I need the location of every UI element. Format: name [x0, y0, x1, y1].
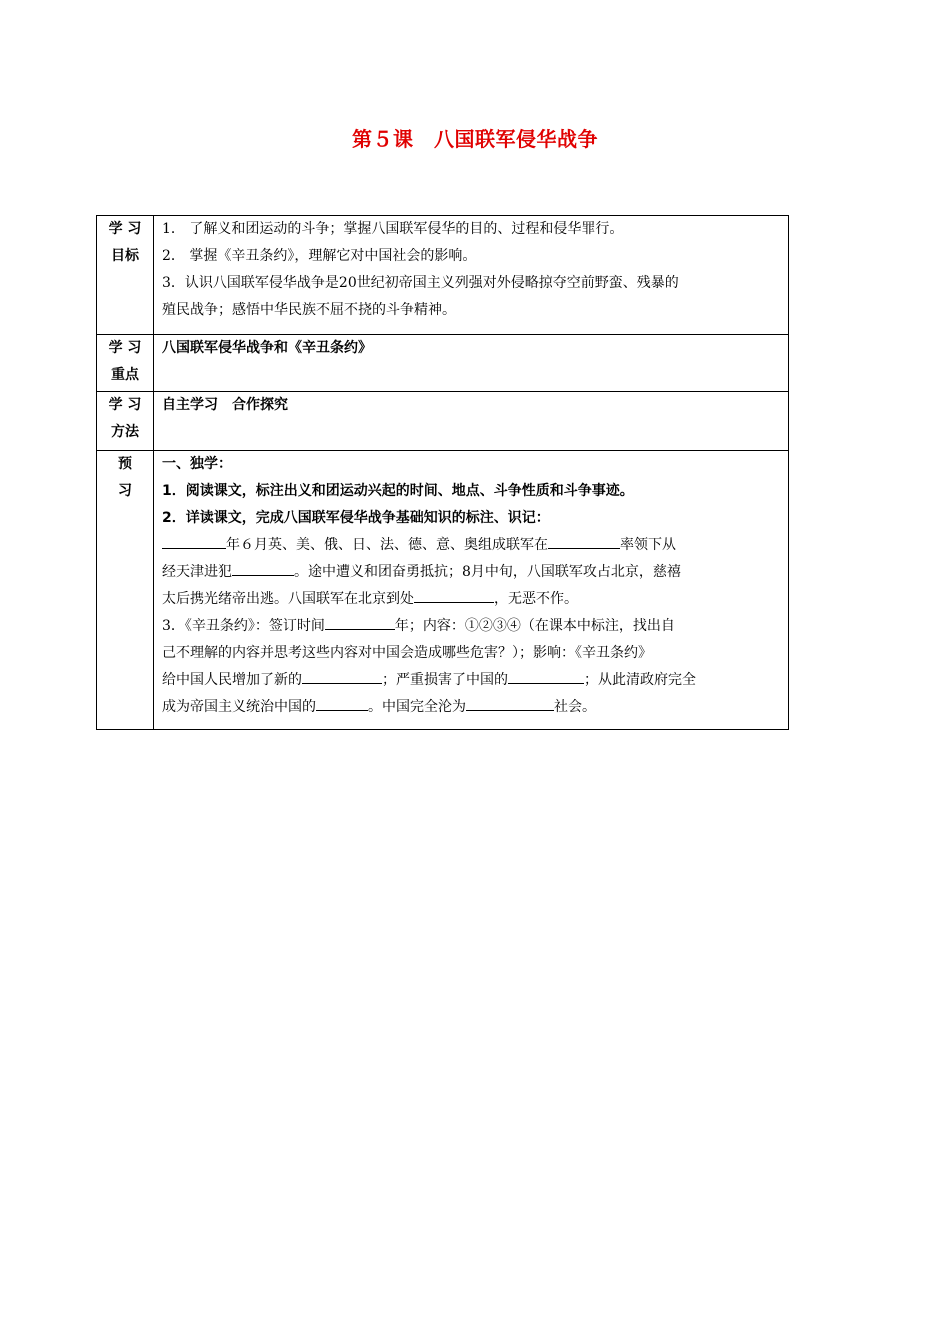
fill-line-3	[162, 586, 780, 613]
label-focus-bottom: 重点	[111, 367, 139, 383]
label-goals	[97, 216, 154, 335]
blank-field[interactable]	[325, 613, 395, 630]
focus-content: 八国联军侵华战争和《辛丑条约》	[154, 335, 789, 392]
fill-text: ；从此清政府完全	[584, 672, 696, 688]
blank-field[interactable]	[414, 586, 494, 603]
fill-text: 成为帝国主义统治中国的	[162, 699, 316, 715]
fill-line-2	[162, 559, 780, 586]
fill-text: 社会。	[554, 699, 596, 715]
blank-field[interactable]	[162, 532, 226, 549]
fill-line-4	[162, 613, 780, 640]
label-preview-top: 预	[118, 456, 132, 472]
fill-line-5: 己不理解的内容并思考这些内容对中国会造成哪些危害？）；影响：《辛丑条约》	[162, 645, 652, 661]
goal-item: 3．认识八国联军侵华战争是20世纪初帝国主义列强对外侵略掠夺空前野蛮、残暴的	[162, 275, 679, 291]
label-method-bottom: 方法	[111, 424, 139, 440]
blank-field[interactable]	[232, 559, 294, 576]
fill-text: 。途中遭义和团奋勇抵抗；8月中旬，八国联军攻占北京，慈禧	[294, 564, 681, 580]
label-method	[97, 392, 154, 451]
fill-text: 3．《辛丑条约》：签订时间	[162, 618, 325, 634]
label-goals-top: 学 习	[108, 221, 142, 237]
label-method-top: 学 习	[108, 397, 142, 413]
blank-field[interactable]	[508, 667, 584, 684]
blank-field[interactable]	[548, 532, 620, 549]
fill-text: ；严重损害了中国的	[382, 672, 508, 688]
fill-text: 太后携光绪帝出逃。八国联军在北京到处	[162, 591, 414, 607]
blank-field[interactable]	[302, 667, 382, 684]
preview-task-2: 2．详读课文，完成八国联军侵华战争基础知识的标注、识记：	[162, 510, 550, 526]
goal-item: 1． 了解义和团运动的斗争；掌握八国联军侵华的目的、过程和侵华罪行。	[162, 221, 624, 237]
fill-text: 年６月英、美、俄、日、法、德、意、奥组成联军在	[226, 537, 548, 553]
fill-line-7	[162, 694, 780, 721]
fill-text: ，无恶不作。	[494, 591, 578, 607]
preview-task-1: 1．阅读课文，标注出义和团运动兴起的时间、地点、斗争性质和斗争事迹。	[162, 483, 634, 499]
label-preview-bottom: 习	[118, 483, 132, 499]
label-preview	[97, 451, 154, 730]
fill-text: 给中国人民增加了新的	[162, 672, 302, 688]
lesson-plan-table	[96, 215, 789, 730]
fill-text: 率领下从	[620, 537, 676, 553]
fill-text: 年；内容：①②③④（在课本中标注，找出自	[394, 618, 675, 634]
goal-item: 殖民战争；感悟中华民族不屈不挠的斗争精神。	[162, 302, 456, 318]
preview-heading: 一、独学：	[162, 456, 232, 472]
page-title: 第５课 八国联军侵华战争	[352, 127, 598, 151]
table-row-goals	[97, 216, 789, 335]
table-row-preview	[97, 451, 789, 730]
method-content: 自主学习 合作探究	[154, 392, 789, 451]
table-row-focus	[97, 335, 789, 392]
blank-field[interactable]	[466, 694, 554, 711]
fill-line-6	[162, 667, 780, 694]
fill-line-1	[162, 532, 780, 559]
label-focus	[97, 335, 154, 392]
goal-item: 2． 掌握《辛丑条约》，理解它对中国社会的影响。	[162, 248, 477, 264]
fill-text: 经天津进犯	[162, 564, 232, 580]
table-row-method	[97, 392, 789, 451]
label-goals-bottom: 目标	[111, 248, 139, 264]
preview-content	[154, 451, 789, 730]
fill-text: 。中国完全沦为	[368, 699, 466, 715]
goals-content	[154, 216, 789, 335]
label-focus-top: 学 习	[108, 340, 142, 356]
blank-field[interactable]	[316, 694, 368, 711]
